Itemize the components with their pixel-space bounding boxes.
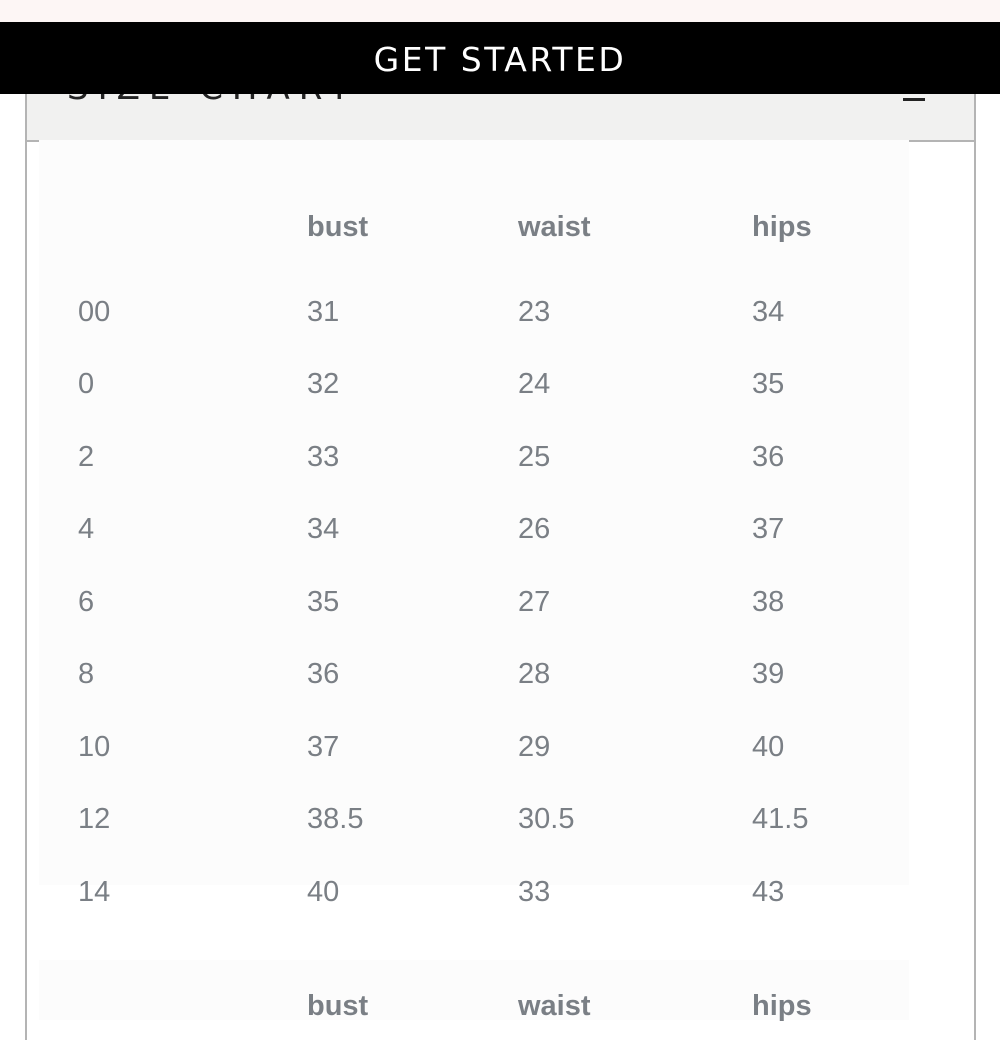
- size-cell: 12: [78, 803, 111, 835]
- column-header-bust: bust: [307, 211, 369, 243]
- bust-cell: 31: [307, 296, 340, 328]
- hips-cell: 35: [752, 368, 785, 400]
- hips-cell: 41.5: [752, 803, 809, 835]
- size-cell: 00: [78, 296, 111, 328]
- column-header-hips: hips: [752, 211, 812, 243]
- hips-cell: 36: [752, 441, 785, 473]
- waist-cell: 24: [518, 368, 551, 400]
- hips-cell: 43: [752, 876, 785, 908]
- top-strip: [0, 0, 1000, 22]
- waist-cell: 25: [518, 441, 551, 473]
- bust-cell: 34: [307, 513, 340, 545]
- waist-cell: 29: [518, 731, 551, 763]
- size-cell: 0: [78, 368, 95, 400]
- second-size-table: [39, 960, 909, 1020]
- hips-cell: 34: [752, 296, 785, 328]
- get-started-label: GET STARTED: [373, 39, 627, 79]
- waist-cell: 26: [518, 513, 551, 545]
- column-header-hips: hips: [752, 990, 812, 1022]
- size-cell: 10: [78, 731, 111, 763]
- bust-cell: 40: [307, 876, 340, 908]
- get-started-button[interactable]: [0, 22, 1000, 94]
- column-header-waist: waist: [518, 211, 591, 243]
- hips-cell: 39: [752, 658, 785, 690]
- size-cell: 6: [78, 586, 95, 618]
- minus-icon[interactable]: [903, 90, 925, 118]
- bust-cell: 33: [307, 441, 340, 473]
- column-header-bust: bust: [307, 990, 369, 1022]
- waist-cell: 23: [518, 296, 551, 328]
- hips-cell: 37: [752, 513, 785, 545]
- size-table: [39, 140, 909, 908]
- bust-cell: 32: [307, 368, 340, 400]
- size-cell: 8: [78, 658, 95, 690]
- size-cell: 14: [78, 876, 111, 908]
- size-cell: 2: [78, 441, 95, 473]
- hips-cell: 38: [752, 586, 785, 618]
- waist-cell: 27: [518, 586, 551, 618]
- bust-cell: 36: [307, 658, 340, 690]
- bust-cell: 37: [307, 731, 340, 763]
- column-header-waist: waist: [518, 990, 591, 1022]
- bust-cell: 35: [307, 586, 340, 618]
- waist-cell: 30.5: [518, 803, 575, 835]
- hips-cell: 40: [752, 731, 785, 763]
- waist-cell: 33: [518, 876, 551, 908]
- size-cell: 4: [78, 513, 95, 545]
- bust-cell: 38.5: [307, 803, 364, 835]
- waist-cell: 28: [518, 658, 551, 690]
